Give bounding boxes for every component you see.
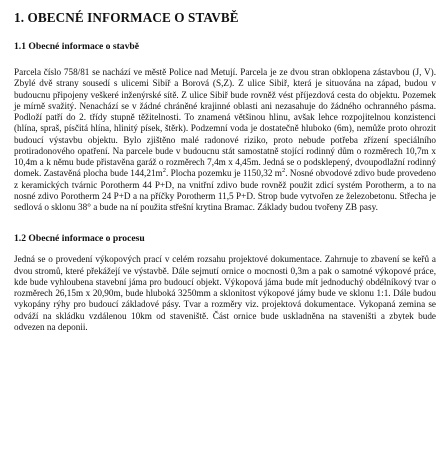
paragraph-text-main: Parcela číslo 758/81 se nachází ve městě Police nad Metují. Parcela je ze dvou stran obklopena zástavbou (J, V). Zbylé dvě strany sousedí s ulicemi Sibiř a Borová (S,Z). Z ulice Sibiř, která je situována na západ, budou v budoucnu připojeny veškeré inženýrské sítě. Z ulice Sibiř bude rovněž vést příjezdová cesta do objektu. Pozemek je mírně svažitý. Nenachází se v žádné chráněné krajinné oblasti ani nezasahuje do žádného ochranného pásma. Podloží patří do 2. třídy stupně těžitelnosti. To znamená většinou hlinu, avšak lehce rozpojitelnou konzistenci (hlína, spraš, písčitá hlína, hlinitý písek, štěrk). Podzemní voda je dostatečně hluboko (6m), nemůže proto ohrozit budoucí výstavbu objektu. Bylo zjištěno malé radonové riziko, proto nebude potřeba zřízení speciálního protiradonového opatření. Na parcele bude v budoucnu stát samostatně stojící rodinný dům o rozměrech 10,7m x 10,4m a k němu bude přistavěna garáž o rozměrech 7,4m x 4,45m. Jedná se o podsklepený, dvoupodlažní rodinný domek. Zastavěná plocha bude 144,21m — [14, 67, 436, 179]
section-heading-1-2: 1.2 Obecné informace o procesu — [14, 233, 145, 245]
section-paragraph-1-1 — [14, 67, 436, 213]
paragraph-text-end: . Nosné obvodové zdivo bude provedeno z keramických tvárnic Porotherm 44 P+D, na vnitřní zdivo bude rovněž použit zdicí systém Porotherm, a to na nosné zdivo Porotherm 24 P+D a na příčky Porotherm 11,5 P+D. Strop bude vytvořen ze železobetonu. Střecha je sedlová o sklonu 38° a bude na ní použita střešní krytina Bramac. Základy budou tvořeny ZB pasy. — [14, 168, 436, 212]
area-unit-exponent-2: 2 — [281, 167, 286, 175]
main-heading: 1. OBECNÉ INFORMACE O STAVBĚ — [14, 10, 239, 25]
area-unit-exponent-1: 2 — [162, 167, 166, 175]
paragraph-text-mid: . Plocha pozemku je 1150,32 m — [165, 168, 282, 179]
section-paragraph-1-2: Jedná se o provedení výkopových prací v celém rozsahu projektové dokumentace. Zahrnuje to zbavení se keřů a dvou stromů, které překážejí ve výstavbě. Dále sejmutí ornice o mocnosti 0,3m a pak o samotné výkopové práce, kde bude vyhloubena stavební jáma pro budoucí objekt. Výkopová jáma bude mít jednoduchý obdélníkový tvar o rozměrech 26,15m x 20,90m, bude hluboká 3250mm a sklonitost výkopové jámy bude ve sklonu 1:1. Dále budou vykopány rýhy pro budoucí základové pásy. Tvar a rozměry viz. projektová dokumentace. Vykopaná zemina se odváží na skládku vzdálenou 10km od staveniště. Část ornice bude uskladněna na staveništi a zbytek bude odvezen na deponii. — [14, 254, 436, 332]
section-heading-1-1: 1.1 Obecné informace o stavbě — [14, 41, 139, 52]
